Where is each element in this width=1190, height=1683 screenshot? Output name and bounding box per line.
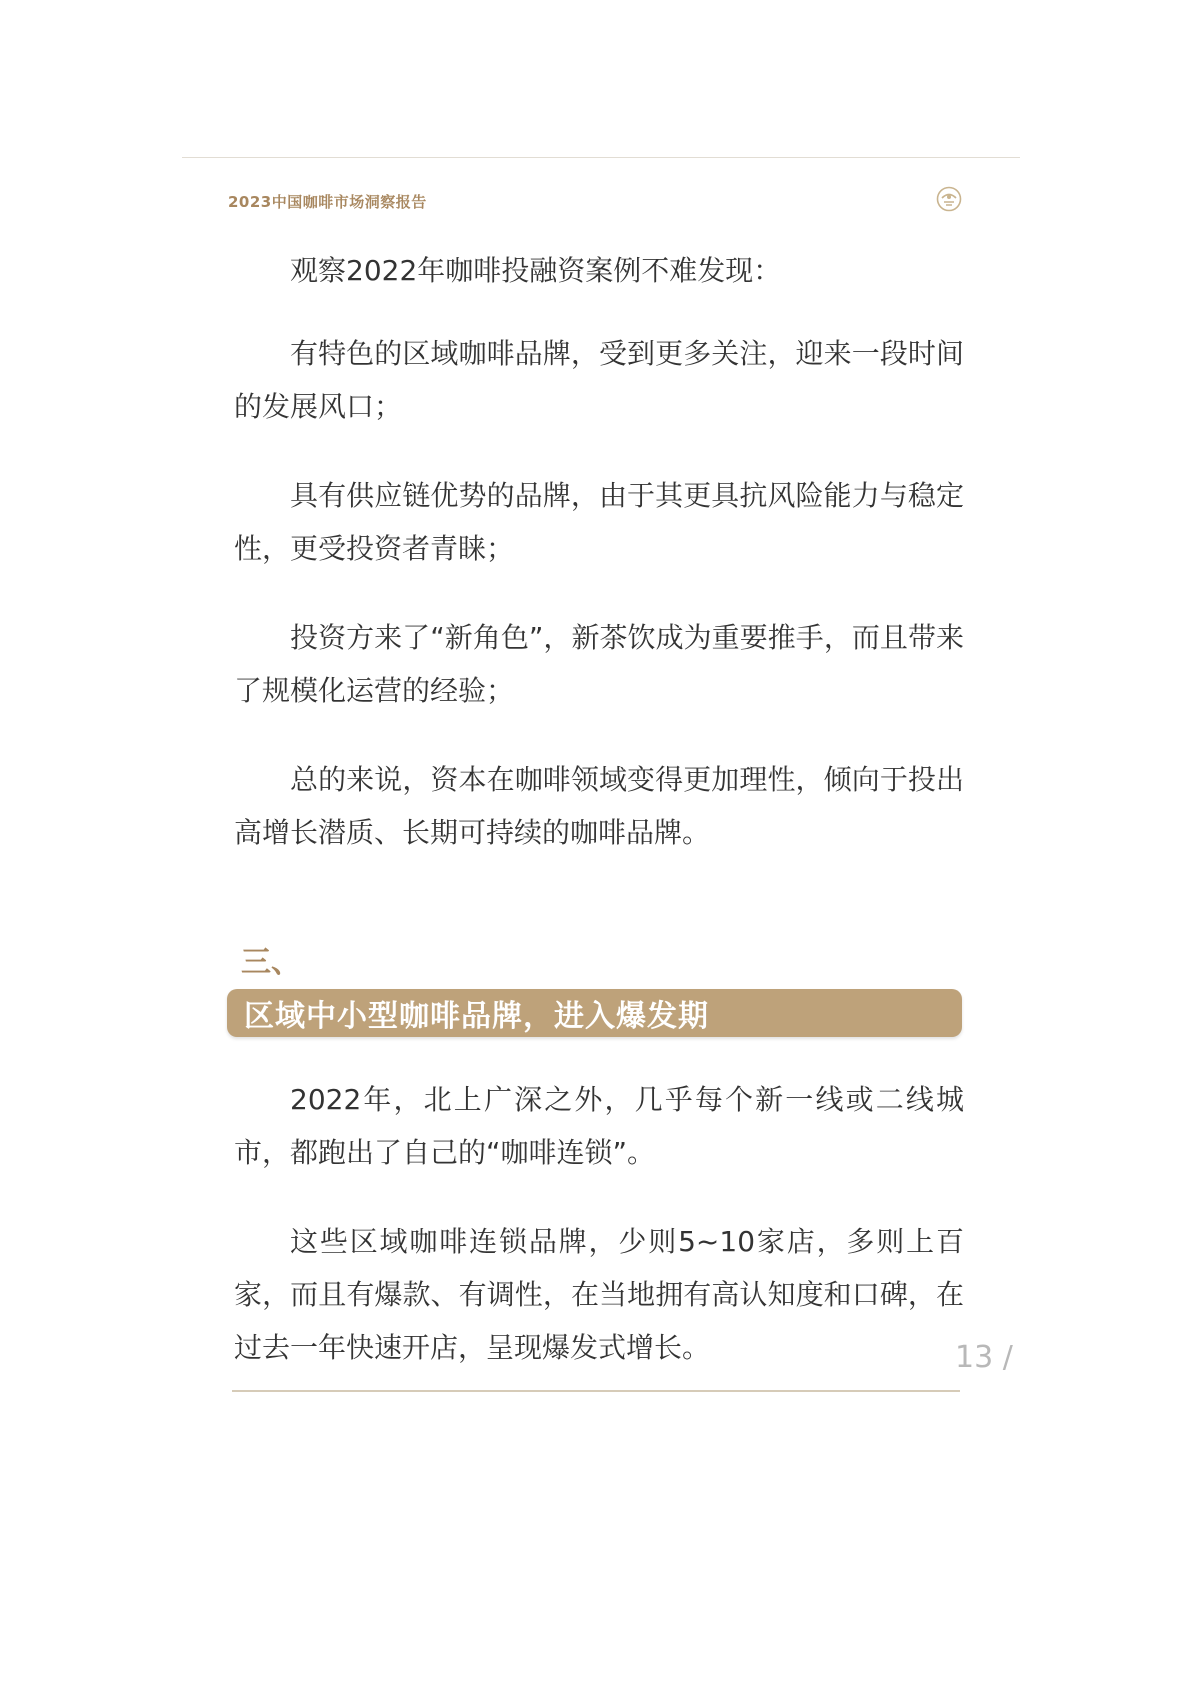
paragraph-intro: 观察2022年咖啡投融资案例不难发现： [290,254,782,287]
paragraph-city-chains: 2022年，北上广深之外，几乎每个新一线或二线城市，都跑出了自己的“咖啡连锁”。 [234,1083,964,1169]
section-title: 区域中小型咖啡品牌，进入爆发期 [244,999,709,1034]
paragraph-chain-growth: 这些区域咖啡连锁品牌，少则5~10家店，多则上百家，而且有爆款、有调性，在当地拥有高认知度和口碑，在过去一年快速开店，呈现爆发式增长。 [234,1225,964,1364]
footer-divider [232,1390,960,1392]
section-number: 三、 [241,945,301,980]
report-title: 2023中国咖啡市场洞察报告 [228,193,427,211]
paragraph-summary: 总的来说，资本在咖啡领域变得更加理性，倾向于投出高增长潜质、长期可持续的咖啡品牌。 [234,763,964,849]
section-title-bar [227,989,962,1037]
section-content [234,1073,964,1410]
header-divider [182,157,1020,158]
page-number: 13 / [955,1340,1013,1375]
paragraph-supply-chain: 具有供应链优势的品牌，由于其更具抗风险能力与稳定性，更受投资者青睐； [234,479,964,565]
section-heading [227,945,962,1037]
body-content [234,244,964,895]
brand-logo-icon [936,186,962,212]
paragraph-new-investors: 投资方来了“新角色”，新茶饮成为重要推手，而且带来了规模化运营的经验； [234,621,964,707]
paragraph-regional-brands: 有特色的区域咖啡品牌，受到更多关注，迎来一段时间的发展风口； [234,337,964,423]
